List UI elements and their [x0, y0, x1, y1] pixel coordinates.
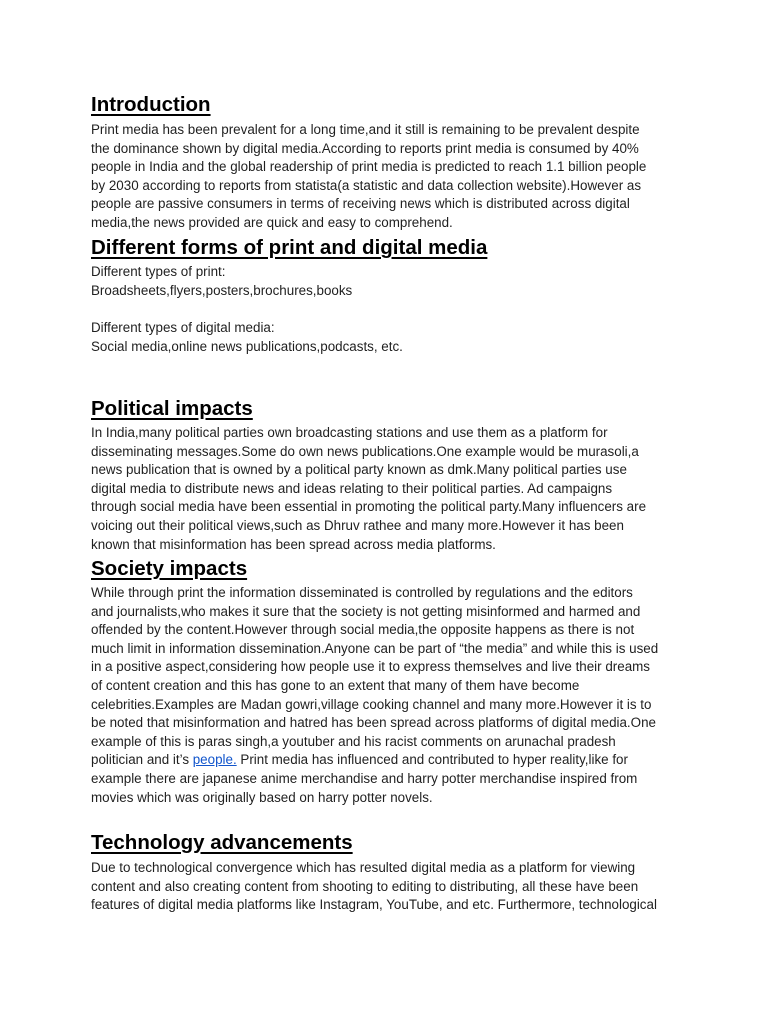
technology-paragraph	[91, 859, 657, 915]
print-types-label: Different types of print:	[91, 264, 226, 279]
paragraph-line: the dominance shown by digital media.According to reports print media is consumed by 40%	[91, 140, 639, 156]
link-line-after: Print media has influenced and contributed to hyper reality,like for	[236, 752, 628, 768]
political-heading: Political impacts	[91, 397, 253, 420]
paragraph-line: media,the news provided are quick and easy to comprehend.	[91, 214, 453, 230]
paragraph-line: offended by the content.However through social media,the opposite happens as there is not	[91, 622, 635, 638]
paragraph-line-with-link	[91, 751, 658, 770]
paragraph-line: in a positive aspect,considering how people use it to express themselves and live their dreams	[91, 659, 650, 675]
paragraph-line: example of this is paras singh,a youtuber and his racist comments on arunachal pradesh	[91, 733, 616, 749]
paragraph-line: While through print the information disseminated is controlled by regulations and the editors	[91, 585, 633, 600]
paragraph-line: disseminating messages.Some do own news publications.One example would be murasoli,a	[91, 443, 639, 459]
paragraph-line: Due to technological convergence which has resulted digital media as a platform for viewing	[91, 860, 636, 875]
print-types-list: Broadsheets,flyers,posters,brochures,books	[91, 282, 353, 298]
paragraph-line: voicing out their political views,such as Dhruv rathee and many more.However it has been	[91, 517, 624, 533]
paragraph-line: movies which was originally based on harry potter novels.	[91, 789, 433, 805]
paragraph-line: people are passive consumers in terms of receiving news which is distributed across digital	[91, 196, 630, 212]
digital-types-list: Social media,online news publications,podcasts, etc.	[91, 338, 403, 354]
paragraph-line: much limit in information dissemination.Anyone can be part of “the media” and while this is used	[91, 640, 659, 656]
paragraph-line: and journalists,who makes it sure that the society is not getting misinformed and harmed and	[91, 603, 641, 619]
paragraph-line: people in India and the global readership of print media is predicted to reach 1.1 billion people	[91, 159, 647, 175]
people-link[interactable]: people.	[192, 752, 237, 768]
paragraph-line: celebrities.Examples are Madan gowri,village cooking channel and many more.However it is to	[91, 696, 652, 712]
technology-heading: Technology advancements	[91, 831, 353, 854]
paragraph-line: example there are japanese anime merchandise and harry potter merchandise inspired from	[91, 770, 638, 786]
introduction-paragraph	[91, 121, 646, 233]
digital-types-label: Different types of digital media:	[91, 320, 275, 335]
paragraph-line: Print media has been prevalent for a long time,and it still is remaining to be prevalent despite	[91, 122, 640, 137]
paragraph-line: content and also creating content from shooting to editing to distributing, all these have been	[91, 878, 639, 894]
society-paragraph	[91, 584, 658, 807]
forms-heading: Different forms of print and digital media	[91, 236, 488, 259]
paragraph-line: news publication that is owned by a political party known as dmk.Many political parties use	[91, 462, 627, 478]
paragraph-line: through social media have been essential in promoting the political party.Many influencers are	[91, 499, 647, 515]
society-heading: Society impacts	[91, 557, 248, 580]
paragraph-line: digital media to distribute news and ideas relating to their political parties. Ad campaigns	[91, 480, 613, 496]
paragraph-line: features of digital media platforms like Instagram, YouTube, and etc. Furthermore, technological	[91, 897, 657, 913]
political-paragraph	[91, 424, 646, 554]
paragraph-line: known that misinformation has been spread across media platforms.	[91, 536, 496, 552]
paragraph-line: of content creation and this has gone to an extent that many of them have become	[91, 677, 580, 693]
paragraph-line: by 2030 according to reports from statista(a statistic and data collection website).However as	[91, 177, 642, 193]
forms-digital-block	[91, 319, 403, 356]
link-line-before: politician and it’s	[91, 752, 193, 768]
forms-print-block	[91, 263, 352, 300]
introduction-heading: Introduction	[91, 93, 211, 116]
paragraph-line: In India,many political parties own broadcasting stations and use them as a platform for	[91, 425, 608, 440]
paragraph-line: be noted that misinformation and hatred has been spread across platforms of digital media.One	[91, 715, 656, 731]
